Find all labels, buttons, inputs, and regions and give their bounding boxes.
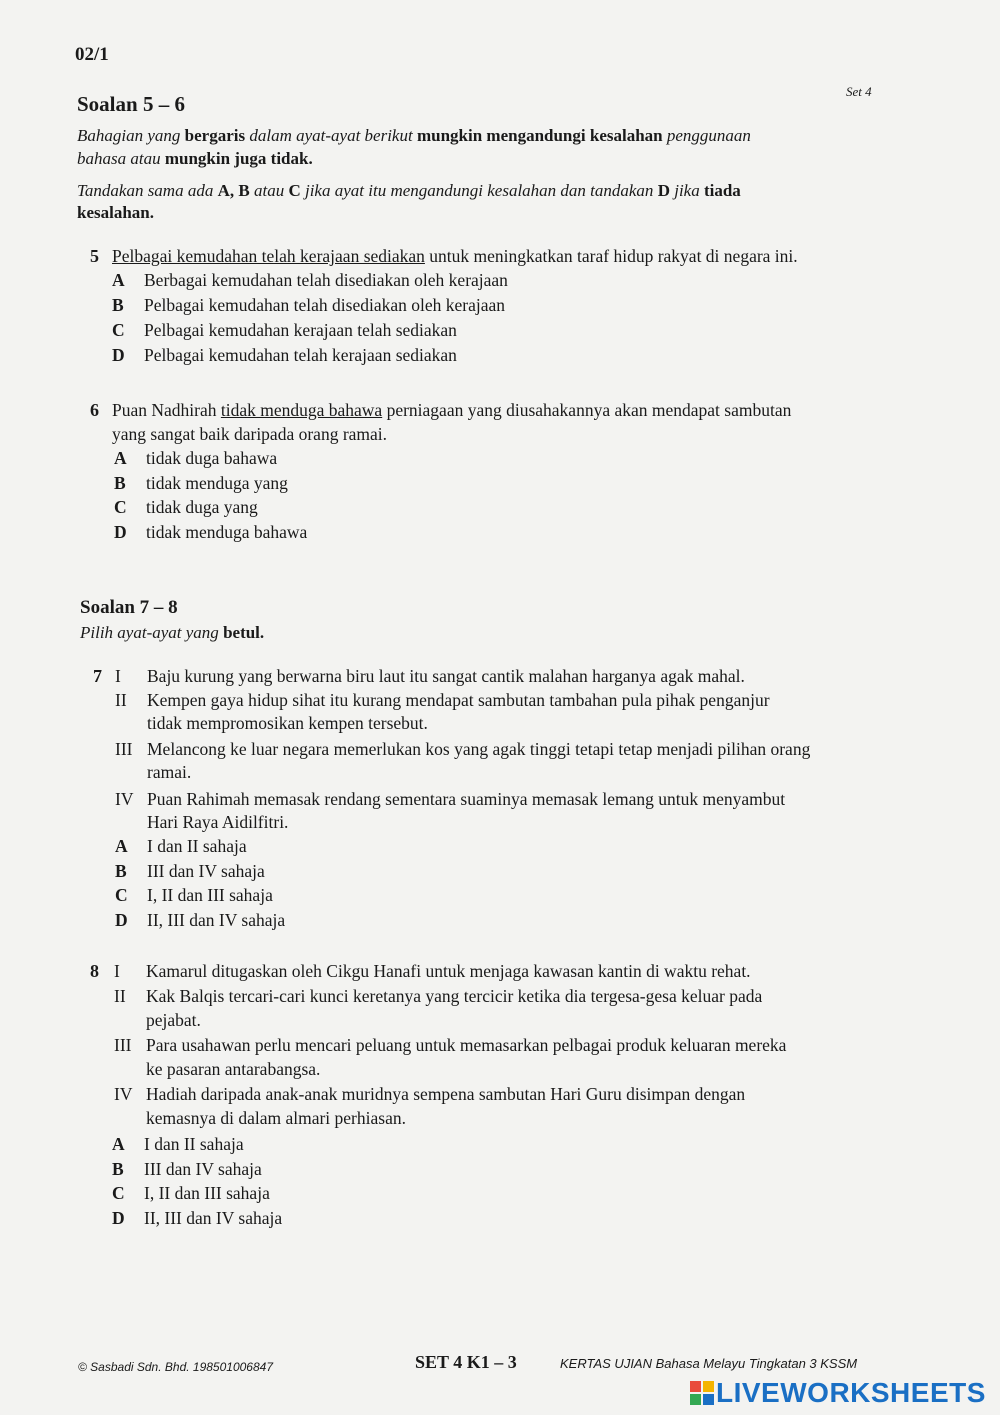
q7-statement-i — [93, 666, 745, 687]
question-number: 6 — [90, 400, 99, 420]
option-letter: B — [112, 1159, 124, 1179]
q8-option-c[interactable] — [112, 1183, 270, 1204]
option-text: Pelbagai kemudahan telah kerajaan sediakan — [144, 345, 457, 365]
option-letter: D — [115, 910, 128, 930]
question-6-stem — [90, 400, 791, 421]
roman-numeral: III — [114, 1035, 132, 1055]
q7-option-d[interactable] — [115, 910, 285, 931]
liveworksheets-logo-icon — [690, 1380, 714, 1404]
q8-statement-ii — [114, 986, 762, 1007]
q7-statement-ii-cont: tidak mempromosikan kempen tersebut. — [147, 713, 428, 733]
option-text: Berbagai kemudahan telah disediakan oleh kerajaan — [144, 270, 508, 290]
option-letter: A — [115, 836, 128, 856]
q8-statement-iii-cont: ke pasaran antarabangsa. — [146, 1059, 321, 1079]
statement-text: Baju kurung yang berwarna biru laut itu sangat cantik malahan harganya agak mahal. — [147, 666, 745, 686]
q6-option-b[interactable] — [114, 473, 288, 494]
roman-numeral: IV — [115, 789, 134, 809]
option-letter: D — [112, 345, 125, 365]
roman-numeral: II — [114, 986, 126, 1006]
option-text: III dan IV sahaja — [147, 861, 265, 881]
instr-text: jika — [669, 181, 704, 200]
paper-title: KERTAS UJIAN Bahasa Melayu Tingkatan 3 KSSM — [560, 1356, 858, 1371]
instr-text: Pilih ayat-ayat yang — [80, 623, 224, 642]
q8-statement-iii — [114, 1035, 786, 1056]
question-number: 8 — [90, 961, 99, 981]
q6-option-c[interactable] — [114, 497, 258, 518]
option-text: tidak menduga bahawa — [146, 522, 308, 542]
roman-numeral: III — [115, 739, 133, 759]
page-code: 02/1 — [75, 44, 109, 65]
option-letter: A — [112, 270, 125, 290]
option-letter: B — [112, 295, 124, 315]
instr-text: bahasa atau — [77, 149, 165, 168]
q7-statement-iv-cont: Hari Raya Aidilfitri. — [147, 812, 289, 832]
instr-bold: tiada — [703, 181, 741, 200]
q6-option-d[interactable] — [114, 522, 307, 543]
q8-option-a[interactable] — [112, 1134, 244, 1155]
option-text: I dan II sahaja — [144, 1134, 244, 1154]
option-letter: B — [114, 473, 126, 493]
statement-text: Hadiah daripada anak-anak muridnya sempena sambutan Hari Guru disimpan dengan — [146, 1084, 746, 1104]
q8-statement-i — [90, 961, 751, 982]
q8-statement-iv — [114, 1084, 745, 1105]
set-code: SET 4 K1 – 3 — [415, 1352, 517, 1372]
option-letter: C — [112, 320, 125, 340]
section-title-5-6: Soalan 5 – 6 — [77, 92, 185, 116]
instruction-line-1 — [77, 126, 751, 146]
liveworksheets-watermark — [690, 1377, 986, 1409]
option-text: I, II dan III sahaja — [147, 885, 273, 905]
instruction-line-3 — [77, 181, 741, 201]
set-label: Set 4 — [846, 84, 872, 99]
instr-text: Bahagian yang — [77, 126, 185, 145]
instr-bold: kesalahan. — [77, 203, 154, 222]
instr-bold: D — [657, 181, 670, 200]
option-letter: D — [114, 522, 127, 542]
roman-numeral: IV — [114, 1084, 133, 1104]
underlined-phrase: tidak menduga bahawa — [220, 400, 383, 420]
q7-statement-ii — [115, 690, 770, 711]
question-text: Puan Nadhirah — [112, 400, 221, 420]
option-letter: C — [114, 497, 127, 517]
option-letter: C — [115, 885, 128, 905]
q7-option-a[interactable] — [115, 836, 247, 857]
statement-text: Melancong ke luar negara memerlukan kos yang agak tinggi tetapi tetap menjadi pilihan orang — [147, 739, 811, 759]
option-text: I dan II sahaja — [147, 836, 247, 856]
section-title-7-8: Soalan 7 – 8 — [80, 597, 178, 618]
instr-text: penggunaan — [662, 126, 751, 145]
statement-text: Kamarul ditugaskan oleh Cikgu Hanafi untuk menjaga kawasan kantin di waktu rehat. — [146, 961, 751, 981]
q7-statement-iii — [115, 739, 810, 760]
question-5-stem — [90, 246, 798, 267]
instr-bold: A, B — [217, 181, 250, 200]
option-letter: A — [114, 448, 127, 468]
instruction-line-2 — [77, 149, 313, 169]
option-text: tidak duga yang — [146, 497, 258, 517]
statement-text: Kempen gaya hidup sihat itu kurang mendapat sambutan tambahan pula pihak penganjur — [147, 690, 770, 710]
instr-bold: mungkin juga tidak. — [164, 149, 313, 168]
instr-bold: mungkin mengandungi kesalahan — [416, 126, 663, 145]
option-text: II, III dan IV sahaja — [144, 1208, 283, 1228]
instr-text: jika ayat itu mengandungi kesalahan dan tandakan — [300, 181, 658, 200]
instr-text: dalam ayat-ayat berikut — [245, 126, 417, 145]
instr-bold: C — [288, 181, 301, 200]
q8-option-b[interactable] — [112, 1159, 262, 1180]
q5-option-b[interactable] — [112, 295, 505, 316]
roman-numeral: I — [115, 666, 121, 686]
watermark-text: LIVEWORKSHEETS — [716, 1377, 986, 1408]
option-letter: A — [112, 1134, 125, 1154]
option-text: I, II dan III sahaja — [144, 1183, 270, 1203]
instr-text: Tandakan sama ada — [77, 181, 218, 200]
q7-option-b[interactable] — [115, 861, 265, 882]
statement-text: Puan Rahimah memasak rendang sementara suaminya memasak lemang untuk menyambut — [147, 789, 786, 809]
statement-text: Kak Balqis tercari-cari kunci keretanya yang tercicir ketika dia tergesa-gesa keluar pada — [146, 986, 763, 1006]
option-letter: B — [115, 861, 127, 881]
question-text: perniagaan yang diusahakannya akan mendapat sambutan — [382, 400, 792, 420]
q8-statement-iv-cont: kemasnya di dalam almari perhiasan. — [146, 1108, 406, 1128]
option-letter: C — [112, 1183, 125, 1203]
instruction-line-4 — [77, 203, 154, 223]
publisher-credit: © Sasbadi Sdn. Bhd. 198501006847 — [78, 1360, 273, 1374]
bleed-through-text — [840, 125, 844, 140]
q5-option-d[interactable] — [112, 345, 457, 366]
option-text: tidak duga bahawa — [146, 448, 278, 468]
q6-option-a[interactable] — [114, 448, 277, 469]
question-text: untuk meningkatkan taraf hidup rakyat di negara ini. — [424, 246, 798, 266]
option-text: II, III dan IV sahaja — [147, 910, 286, 930]
q7-statement-iv — [115, 789, 785, 810]
instr-text: atau — [249, 181, 289, 200]
statement-text: Para usahawan perlu mencari peluang untuk memasarkan pelbagai produk keluaran mereka — [146, 1035, 787, 1055]
instr-bold: bergaris — [184, 126, 246, 145]
q7-statement-iii-cont: ramai. — [147, 762, 192, 782]
option-text: III dan IV sahaja — [144, 1159, 262, 1179]
underlined-phrase: Pelbagai kemudahan telah kerajaan sediakan — [112, 246, 425, 266]
question-6-line-2: yang sangat baik daripada orang ramai. — [112, 424, 388, 444]
instr-bold: betul. — [223, 623, 265, 642]
section-7-8-instruction — [80, 623, 264, 643]
q5-option-a[interactable] — [112, 270, 508, 291]
q5-option-c[interactable] — [112, 320, 457, 341]
roman-numeral: II — [115, 690, 127, 710]
question-number: 5 — [90, 246, 99, 266]
q8-statement-ii-cont: pejabat. — [146, 1010, 201, 1030]
q7-option-c[interactable] — [115, 885, 273, 906]
option-text: tidak menduga yang — [146, 473, 288, 493]
q8-option-d[interactable] — [112, 1208, 282, 1229]
option-text: Pelbagai kemudahan kerajaan telah sediakan — [144, 320, 457, 340]
roman-numeral: I — [114, 961, 120, 981]
option-text: Pelbagai kemudahan telah disediakan oleh kerajaan — [144, 295, 506, 315]
option-letter: D — [112, 1208, 125, 1228]
question-number: 7 — [93, 666, 102, 686]
